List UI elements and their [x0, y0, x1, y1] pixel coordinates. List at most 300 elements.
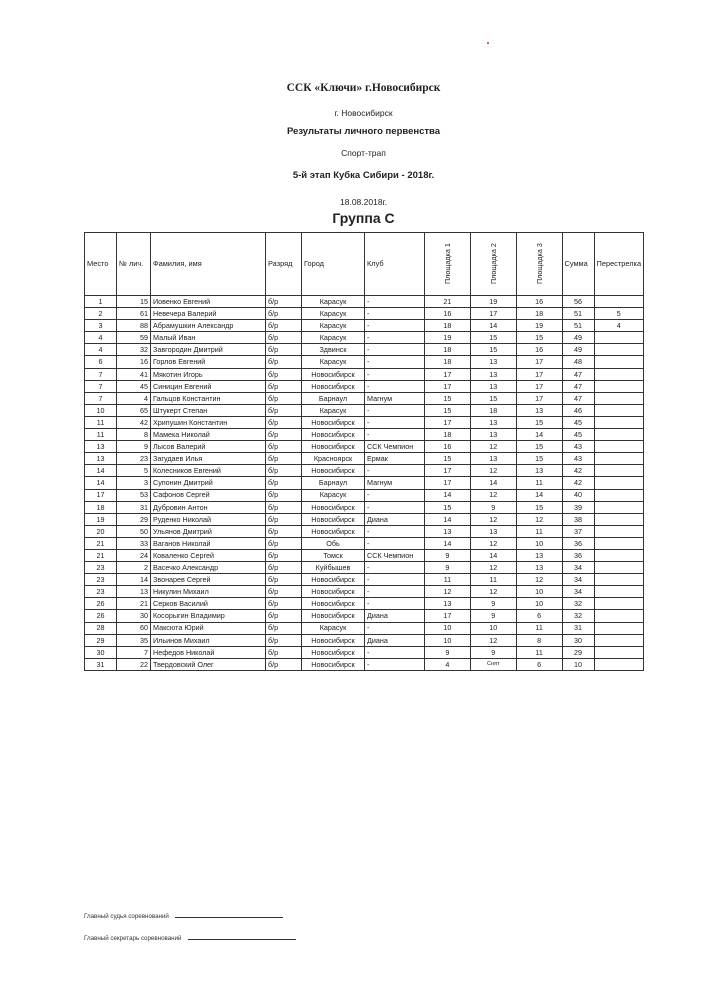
- table-row: [85, 658, 644, 670]
- cell-name: Ваганов Николай: [151, 537, 266, 549]
- cell-rank: б/р: [266, 429, 302, 441]
- cell-platform-1: 10: [425, 634, 471, 646]
- cell-platform-2: 15: [470, 332, 516, 344]
- cell-club: Диана: [365, 610, 425, 622]
- cell-platform-3: 6: [516, 658, 562, 670]
- ink-dot: [487, 42, 489, 44]
- table-row: [85, 296, 644, 308]
- cell-place: 30: [85, 646, 117, 658]
- cell-shootoff: [594, 380, 644, 392]
- header-place: Место: [85, 233, 117, 296]
- header-club: Клуб: [365, 233, 425, 296]
- cell-rank: б/р: [266, 392, 302, 404]
- cell-platform-1: 15: [425, 501, 471, 513]
- cell-number: 29: [117, 513, 151, 525]
- cell-city: Новосибирск: [302, 598, 365, 610]
- cell-club: -: [365, 429, 425, 441]
- cell-name: Малый Иван: [151, 332, 266, 344]
- cell-platform-3: 15: [516, 501, 562, 513]
- cell-place: 13: [85, 453, 117, 465]
- cell-platform-1: 15: [425, 392, 471, 404]
- cell-rank: б/р: [266, 356, 302, 368]
- cell-city: Новосибирск: [302, 368, 365, 380]
- table-row: [85, 344, 644, 356]
- cell-platform-3: 15: [516, 453, 562, 465]
- cell-platform-2: 9: [470, 610, 516, 622]
- cell-name: Руденко Николай: [151, 513, 266, 525]
- cell-platform-3: 17: [516, 392, 562, 404]
- cell-shootoff: [594, 404, 644, 416]
- cell-shootoff: [594, 477, 644, 489]
- cell-platform-1: 18: [425, 356, 471, 368]
- cell-rank: б/р: [266, 296, 302, 308]
- table-row: [85, 308, 644, 320]
- cell-city: Новосибирск: [302, 501, 365, 513]
- cell-platform-3: 17: [516, 380, 562, 392]
- cell-shootoff: [594, 392, 644, 404]
- cell-club: Диана: [365, 513, 425, 525]
- cell-platform-1: 4: [425, 658, 471, 670]
- cell-sum: 49: [562, 332, 594, 344]
- cell-club: -: [365, 525, 425, 537]
- cell-place: 10: [85, 404, 117, 416]
- cell-number: 23: [117, 453, 151, 465]
- table-row: [85, 416, 644, 428]
- table-row: [85, 610, 644, 622]
- cell-shootoff: [594, 525, 644, 537]
- cell-city: Карасук: [302, 332, 365, 344]
- cell-sum: 36: [562, 537, 594, 549]
- cell-shootoff: [594, 489, 644, 501]
- cell-name: Загудаев Илья: [151, 453, 266, 465]
- cell-number: 22: [117, 658, 151, 670]
- cell-sum: 40: [562, 489, 594, 501]
- cell-platform-1: 17: [425, 465, 471, 477]
- cell-number: 35: [117, 634, 151, 646]
- cell-shootoff: [594, 501, 644, 513]
- cell-city: Карасук: [302, 320, 365, 332]
- cell-club: ССК Чемпион: [365, 441, 425, 453]
- cell-shootoff: [594, 634, 644, 646]
- cell-shootoff: [594, 646, 644, 658]
- cell-platform-3: 8: [516, 634, 562, 646]
- cell-city: Барнаул: [302, 392, 365, 404]
- cell-shootoff: [594, 356, 644, 368]
- cell-rank: б/р: [266, 658, 302, 670]
- table-row: [85, 380, 644, 392]
- cell-club: -: [365, 296, 425, 308]
- cell-place: 11: [85, 416, 117, 428]
- cell-city: Карасук: [302, 308, 365, 320]
- cell-rank: б/р: [266, 380, 302, 392]
- cell-place: 14: [85, 477, 117, 489]
- cell-name: Васечко Александр: [151, 562, 266, 574]
- table-row: [85, 646, 644, 658]
- cell-platform-2: 12: [470, 562, 516, 574]
- cell-platform-3: 13: [516, 404, 562, 416]
- cell-city: Обь: [302, 537, 365, 549]
- cell-number: 45: [117, 380, 151, 392]
- cell-sum: 36: [562, 549, 594, 561]
- cell-club: -: [365, 489, 425, 501]
- cell-platform-3: 15: [516, 416, 562, 428]
- cell-place: 19: [85, 513, 117, 525]
- cell-city: Куйбышев: [302, 562, 365, 574]
- cell-city: Новосибирск: [302, 513, 365, 525]
- cell-name: Гальцов Константин: [151, 392, 266, 404]
- cell-platform-3: 12: [516, 574, 562, 586]
- cell-shootoff: [594, 344, 644, 356]
- cell-city: Карасук: [302, 404, 365, 416]
- cell-club: -: [365, 320, 425, 332]
- cell-club: -: [365, 332, 425, 344]
- cell-platform-2: 13: [470, 380, 516, 392]
- cell-name: Завгородин Дмитрий: [151, 344, 266, 356]
- cell-name: Никулин Михаил: [151, 586, 266, 598]
- cell-shootoff: [594, 598, 644, 610]
- cell-club: -: [365, 380, 425, 392]
- cell-platform-2: 15: [470, 392, 516, 404]
- cell-shootoff: [594, 658, 644, 670]
- cell-place: 4: [85, 344, 117, 356]
- cell-club: Магнум: [365, 392, 425, 404]
- cell-name: Хрипушин Константин: [151, 416, 266, 428]
- cell-place: 13: [85, 441, 117, 453]
- city-line: г. Новосибирск: [334, 108, 393, 118]
- cell-club: -: [365, 658, 425, 670]
- cell-place: 3: [85, 320, 117, 332]
- cell-name: Мамека Николай: [151, 429, 266, 441]
- cell-name: Косорыгин Владимир: [151, 610, 266, 622]
- cell-place: 18: [85, 501, 117, 513]
- cell-name: Мякотин Игорь: [151, 368, 266, 380]
- chief-judge-signature: [84, 913, 283, 920]
- table-header-row: [85, 233, 644, 296]
- cell-platform-2: 14: [470, 477, 516, 489]
- cell-sum: 42: [562, 477, 594, 489]
- cell-platform-3: 17: [516, 356, 562, 368]
- cell-platform-1: 14: [425, 489, 471, 501]
- cell-city: Карасук: [302, 489, 365, 501]
- cell-number: 16: [117, 356, 151, 368]
- cell-city: Новосибирск: [302, 646, 365, 658]
- table-row: [85, 586, 644, 598]
- cell-platform-3: 14: [516, 489, 562, 501]
- cell-place: 23: [85, 586, 117, 598]
- cell-sum: 32: [562, 610, 594, 622]
- cell-platform-3: 11: [516, 622, 562, 634]
- cell-city: Карасук: [302, 622, 365, 634]
- table-row: [85, 549, 644, 561]
- header-platform-3: Площадка 3: [516, 233, 562, 296]
- cell-shootoff: 5: [594, 308, 644, 320]
- cell-platform-2: 14: [470, 549, 516, 561]
- cell-platform-1: 18: [425, 344, 471, 356]
- cell-platform-3: 16: [516, 296, 562, 308]
- cell-rank: б/р: [266, 441, 302, 453]
- table-row: [85, 441, 644, 453]
- cell-number: 41: [117, 368, 151, 380]
- table-row: [85, 368, 644, 380]
- cell-place: 17: [85, 489, 117, 501]
- signature-line: [175, 917, 283, 918]
- cell-club: -: [365, 574, 425, 586]
- cell-number: 24: [117, 549, 151, 561]
- cell-name: Звонарев Сергей: [151, 574, 266, 586]
- cell-platform-3: 11: [516, 646, 562, 658]
- cell-sum: 37: [562, 525, 594, 537]
- cell-club: Магнум: [365, 477, 425, 489]
- cell-club: -: [365, 416, 425, 428]
- cell-city: Новосибирск: [302, 380, 365, 392]
- cell-number: 14: [117, 574, 151, 586]
- cell-club: -: [365, 501, 425, 513]
- stage-title: 5-й этап Кубка Сибири - 2018г.: [292, 170, 435, 181]
- cell-platform-3: 13: [516, 549, 562, 561]
- cell-platform-1: 11: [425, 574, 471, 586]
- table-row: [85, 562, 644, 574]
- cell-sum: 46: [562, 404, 594, 416]
- cell-number: 9: [117, 441, 151, 453]
- table-row: [85, 489, 644, 501]
- cell-number: 33: [117, 537, 151, 549]
- cell-club: -: [365, 586, 425, 598]
- cell-place: 7: [85, 368, 117, 380]
- cell-platform-2: 12: [470, 489, 516, 501]
- cell-name: Абрамушкин Александр: [151, 320, 266, 332]
- cell-shootoff: [594, 368, 644, 380]
- cell-platform-2: 15: [470, 344, 516, 356]
- cell-city: Карасук: [302, 296, 365, 308]
- cell-shootoff: [594, 537, 644, 549]
- cell-platform-1: 10: [425, 622, 471, 634]
- header-shootoff: Перестрелка: [594, 233, 644, 296]
- cell-rank: б/р: [266, 634, 302, 646]
- cell-shootoff: [594, 465, 644, 477]
- cell-club: -: [365, 404, 425, 416]
- cell-platform-2: 13: [470, 429, 516, 441]
- cell-sum: 29: [562, 646, 594, 658]
- cell-place: 20: [85, 525, 117, 537]
- cell-platform-3: 13: [516, 562, 562, 574]
- cell-platform-1: 18: [425, 429, 471, 441]
- cell-rank: б/р: [266, 525, 302, 537]
- cell-club: -: [365, 308, 425, 320]
- cell-sum: 10: [562, 658, 594, 670]
- cell-sum: 51: [562, 308, 594, 320]
- cell-platform-3: 15: [516, 332, 562, 344]
- cell-platform-2: 9: [470, 646, 516, 658]
- cell-platform-1: 17: [425, 380, 471, 392]
- table-row: [85, 477, 644, 489]
- cell-platform-1: 15: [425, 453, 471, 465]
- header-rank: Разряд: [266, 233, 302, 296]
- cell-place: 7: [85, 392, 117, 404]
- cell-rank: б/р: [266, 549, 302, 561]
- cell-rank: б/р: [266, 453, 302, 465]
- cell-rank: б/р: [266, 477, 302, 489]
- cell-place: 6: [85, 356, 117, 368]
- cell-name: Невечера Валерий: [151, 308, 266, 320]
- cell-city: Новосибирск: [302, 441, 365, 453]
- cell-sum: 47: [562, 368, 594, 380]
- table-row: [85, 392, 644, 404]
- cell-platform-1: 16: [425, 441, 471, 453]
- cell-name: Лысов Валерий: [151, 441, 266, 453]
- cell-shootoff: [594, 441, 644, 453]
- cell-number: 3: [117, 477, 151, 489]
- cell-shootoff: [594, 296, 644, 308]
- cell-sum: 47: [562, 392, 594, 404]
- cell-number: 32: [117, 344, 151, 356]
- cell-rank: б/р: [266, 622, 302, 634]
- cell-place: 28: [85, 622, 117, 634]
- cell-sum: 49: [562, 344, 594, 356]
- cell-place: 1: [85, 296, 117, 308]
- cell-city: Новосибирск: [302, 574, 365, 586]
- cell-platform-2: 12: [470, 513, 516, 525]
- cell-shootoff: [594, 562, 644, 574]
- table-row: [85, 453, 644, 465]
- cell-rank: б/р: [266, 344, 302, 356]
- cell-place: 26: [85, 610, 117, 622]
- cell-platform-1: 14: [425, 537, 471, 549]
- cell-sum: 47: [562, 380, 594, 392]
- cell-platform-3: 13: [516, 465, 562, 477]
- header-platform-1: Площадка 1: [425, 233, 471, 296]
- chief-judge-label: Главный судья соревнований: [84, 913, 169, 920]
- cell-platform-3: 11: [516, 525, 562, 537]
- cell-rank: б/р: [266, 586, 302, 598]
- cell-platform-2: 17: [470, 308, 516, 320]
- cell-name: Супонин Дмитрий: [151, 477, 266, 489]
- cell-city: Карасук: [302, 356, 365, 368]
- cell-place: 11: [85, 429, 117, 441]
- cell-platform-2: Снят: [470, 658, 516, 670]
- cell-platform-2: 13: [470, 525, 516, 537]
- cell-shootoff: [594, 622, 644, 634]
- cell-sum: 45: [562, 429, 594, 441]
- cell-number: 30: [117, 610, 151, 622]
- cell-rank: б/р: [266, 574, 302, 586]
- cell-rank: б/р: [266, 308, 302, 320]
- event-date: 18.08.2018г.: [340, 197, 387, 207]
- cell-shootoff: [594, 416, 644, 428]
- cell-sum: 43: [562, 441, 594, 453]
- cell-club: -: [365, 344, 425, 356]
- cell-platform-2: 13: [470, 453, 516, 465]
- cell-club: -: [365, 646, 425, 658]
- cell-rank: б/р: [266, 404, 302, 416]
- table-row: [85, 320, 644, 332]
- cell-platform-1: 9: [425, 549, 471, 561]
- cell-city: Томск: [302, 549, 365, 561]
- cell-sum: 34: [562, 562, 594, 574]
- header-sum: Сумма: [562, 233, 594, 296]
- cell-number: 5: [117, 465, 151, 477]
- cell-city: Новосибирск: [302, 586, 365, 598]
- group-title: Группа С: [332, 210, 395, 226]
- signature-line: [188, 939, 296, 940]
- cell-rank: б/р: [266, 610, 302, 622]
- cell-platform-2: 9: [470, 501, 516, 513]
- cell-platform-1: 9: [425, 646, 471, 658]
- table-row: [85, 574, 644, 586]
- cell-platform-3: 15: [516, 441, 562, 453]
- table-row: [85, 465, 644, 477]
- cell-city: Новосибирск: [302, 416, 365, 428]
- table-row: [85, 525, 644, 537]
- cell-club: -: [365, 368, 425, 380]
- cell-name: Горлов Евгений: [151, 356, 266, 368]
- cell-platform-3: 10: [516, 598, 562, 610]
- cell-sum: 31: [562, 622, 594, 634]
- cell-platform-1: 15: [425, 404, 471, 416]
- cell-city: Красноярск: [302, 453, 365, 465]
- cell-rank: б/р: [266, 320, 302, 332]
- cell-platform-3: 17: [516, 368, 562, 380]
- cell-platform-2: 19: [470, 296, 516, 308]
- cell-place: 29: [85, 634, 117, 646]
- cell-sum: 42: [562, 465, 594, 477]
- cell-platform-2: 14: [470, 320, 516, 332]
- cell-sum: 32: [562, 598, 594, 610]
- cell-club: -: [365, 537, 425, 549]
- cell-shootoff: 4: [594, 320, 644, 332]
- cell-club: -: [365, 622, 425, 634]
- cell-rank: б/р: [266, 646, 302, 658]
- cell-name: Колесников Евгений: [151, 465, 266, 477]
- cell-city: Новосибирск: [302, 429, 365, 441]
- cell-number: 53: [117, 489, 151, 501]
- table-row: [85, 404, 644, 416]
- cell-club: -: [365, 562, 425, 574]
- cell-platform-2: 10: [470, 622, 516, 634]
- cell-platform-2: 11: [470, 574, 516, 586]
- cell-club: -: [365, 465, 425, 477]
- table-row: [85, 634, 644, 646]
- cell-platform-2: 13: [470, 356, 516, 368]
- cell-place: 31: [85, 658, 117, 670]
- cell-sum: 51: [562, 320, 594, 332]
- cell-platform-1: 17: [425, 416, 471, 428]
- cell-city: Новосибирск: [302, 634, 365, 646]
- cell-platform-3: 14: [516, 429, 562, 441]
- cell-sum: 43: [562, 453, 594, 465]
- cell-rank: б/р: [266, 501, 302, 513]
- organization-title: ССК «Ключи» г.Новосибирск: [286, 82, 441, 94]
- table-row: [85, 598, 644, 610]
- cell-rank: б/р: [266, 465, 302, 477]
- cell-city: Новосибирск: [302, 658, 365, 670]
- cell-platform-1: 17: [425, 368, 471, 380]
- cell-number: 65: [117, 404, 151, 416]
- table-row: [85, 429, 644, 441]
- cell-city: Новосибирск: [302, 525, 365, 537]
- cell-sum: 56: [562, 296, 594, 308]
- cell-number: 8: [117, 429, 151, 441]
- cell-shootoff: [594, 586, 644, 598]
- table-row: [85, 537, 644, 549]
- cell-club: ССК Чемпион: [365, 549, 425, 561]
- cell-number: 61: [117, 308, 151, 320]
- cell-number: 7: [117, 646, 151, 658]
- table-row: [85, 356, 644, 368]
- cell-place: 21: [85, 549, 117, 561]
- header-city: Город: [302, 233, 365, 296]
- cell-name: Коваленко Сергей: [151, 549, 266, 561]
- cell-city: Новосибирск: [302, 610, 365, 622]
